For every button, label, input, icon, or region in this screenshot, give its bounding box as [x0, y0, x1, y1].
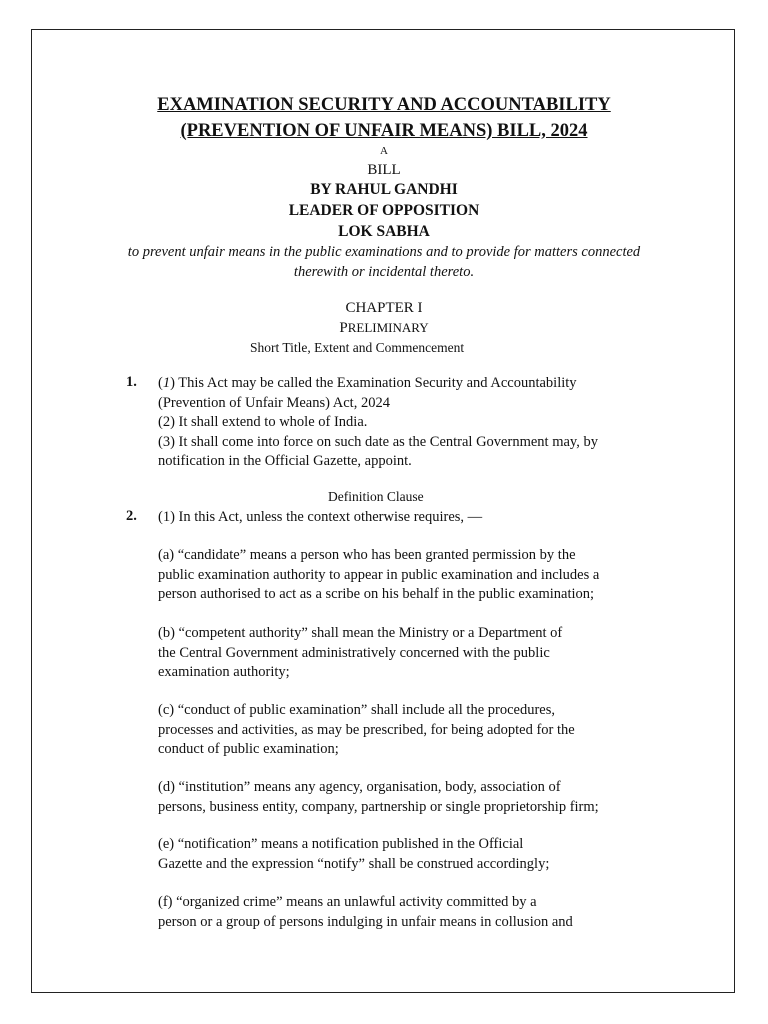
section-2-number: 2. — [126, 508, 137, 524]
bill-label: BILL — [367, 162, 401, 178]
section-1-clause-3-line-1: (3) It shall come into force on such date as the Central Government may, by — [158, 433, 598, 450]
definition-b-line: the Central Government administratively concerned with the public — [158, 644, 550, 661]
section-1-number: 1. — [126, 374, 137, 390]
section-1-clause-3-line-2: notification in the Official Gazette, appoint. — [158, 453, 412, 469]
preliminary-rest: RELIMINARY — [347, 320, 429, 335]
definition-a-line: public examination authority to appear in public examination and includes a — [158, 566, 600, 583]
section-2-intro — [158, 508, 658, 528]
definition-c-line: (c) “conduct of public examination” shall include all the procedures, — [158, 702, 555, 718]
definition-d-line: persons, business entity, company, partnership or single proprietorship firm; — [158, 798, 599, 815]
definition-c — [158, 701, 658, 760]
definition-b-line: examination authority; — [158, 664, 290, 680]
section-1-clause-2: (2) It shall extend to whole of India. — [158, 414, 368, 430]
preliminary-initial: P — [339, 320, 348, 336]
house-line: LOK SABHA — [338, 223, 430, 240]
definition-b — [158, 624, 658, 683]
bill-title-line-1: EXAMINATION SECURITY AND ACCOUNTABILITY — [157, 95, 611, 115]
purpose-line-1: to prevent unfair means in the public examinations and to provide for matters connected — [127, 244, 641, 260]
definition-f — [158, 893, 658, 932]
definition-a — [158, 546, 658, 605]
definition-c-line: conduct of public examination; — [158, 741, 339, 757]
definition-f-line: (f) “organized crime” means an unlawful activity committed by a — [158, 894, 537, 910]
definition-e — [158, 835, 658, 874]
office-line: LEADER OF OPPOSITION — [288, 202, 480, 219]
definition-f-line: person or a group of persons indulging in unfair means in collusion and — [158, 913, 573, 930]
definition-a-line: (a) “candidate” means a person who has been granted permission by the — [158, 547, 576, 563]
short-title-heading: Short Title, Extent and Commencement — [250, 340, 465, 355]
definition-a-line: person authorised to act as a scribe on his behalf in the public examination; — [158, 586, 595, 602]
section-2-intro-text: (1) In this Act, unless the context otherwise requires, — — [158, 509, 483, 525]
section-1-body — [158, 374, 658, 472]
definition-d-line: (d) “institution” means any agency, organisation, body, association of — [158, 779, 561, 795]
bill-title-line-2: (PREVENTION OF UNFAIR MEANS) BILL, 2024 — [180, 121, 588, 141]
definition-b-line: (b) “competent authority” shall mean the Ministry or a Department of — [158, 625, 563, 641]
section-1-clause-1: (1) This Act may be called the Examination Security and Accountability — [158, 375, 577, 391]
definition-e-line: (e) “notification” means a notification published in the Official — [158, 836, 524, 852]
purpose-line-2: therewith or incidental thereto. — [293, 264, 475, 280]
author-line: BY RAHUL GANDHI — [310, 181, 458, 198]
definition-e-line: Gazette and the expression “notify” shall be construed accordingly; — [158, 855, 550, 872]
preliminary-heading — [0, 320, 768, 337]
chapter-heading: CHAPTER I — [345, 300, 423, 316]
definition-c-line: processes and activities, as may be prescribed, for being adopted for the — [158, 721, 575, 738]
section-1-clause-1-line-2: (Prevention of Unfair Means) Act, 2024 — [158, 394, 390, 411]
definition-clause-heading: Definition Clause — [328, 489, 424, 504]
definition-d — [158, 778, 658, 817]
article-a: A — [380, 145, 388, 157]
